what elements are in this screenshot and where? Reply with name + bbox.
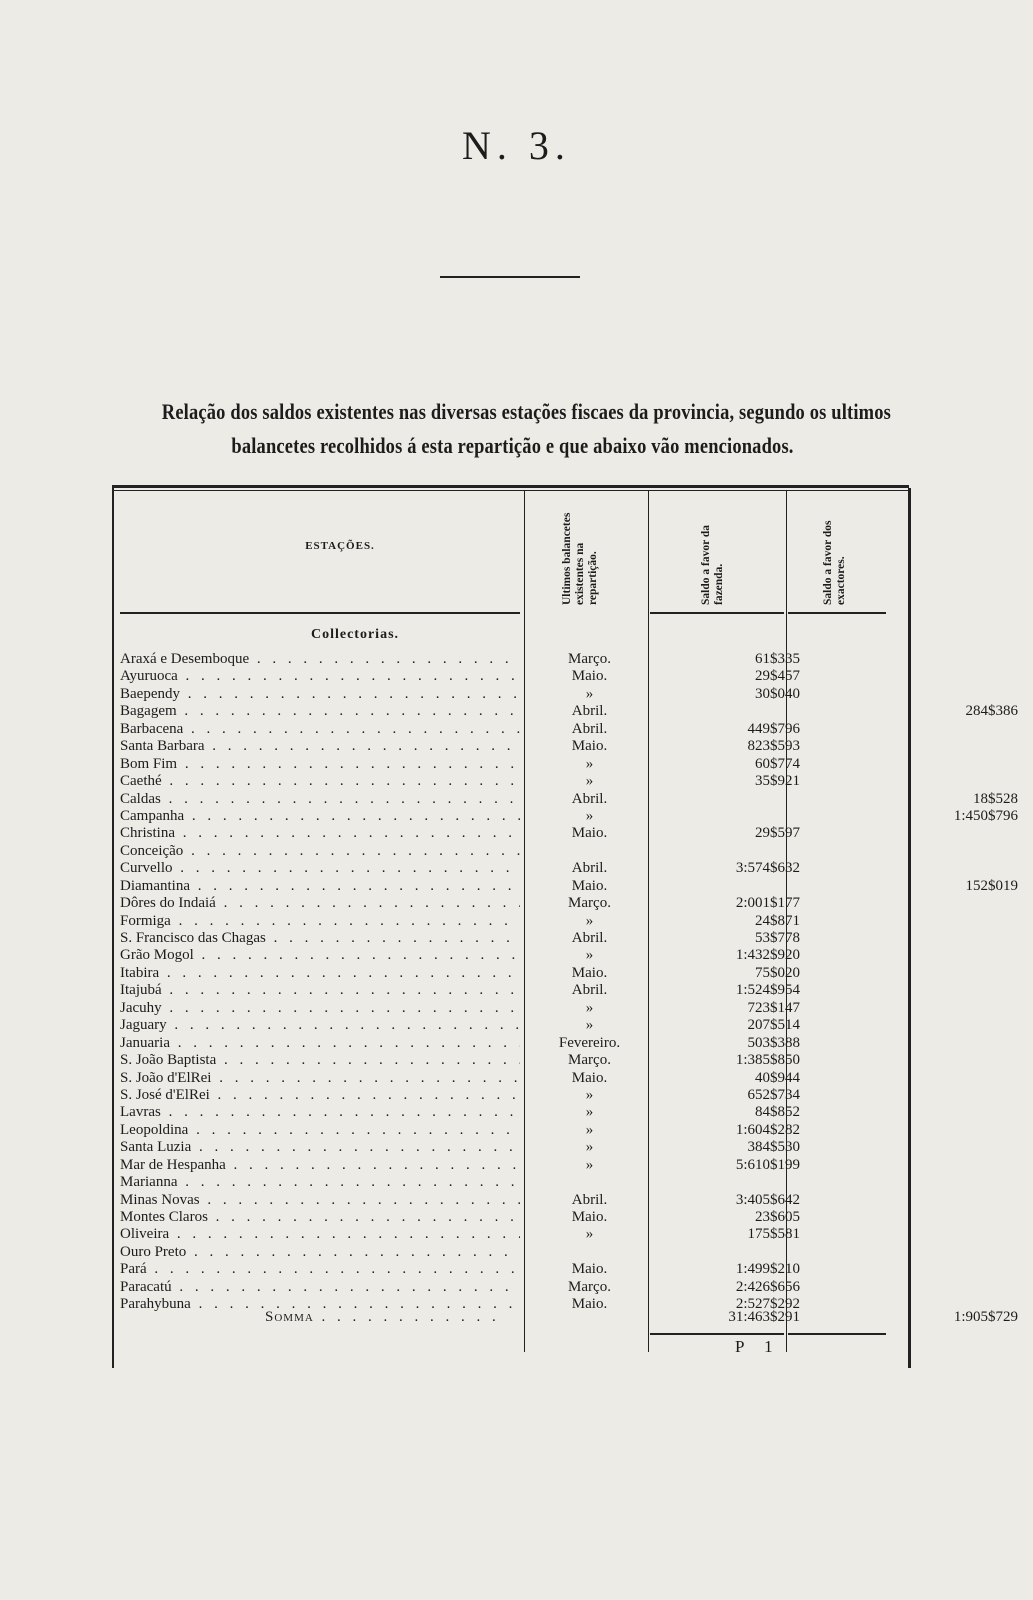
document-title (161, 395, 891, 463)
station-name: Oliveira . . . (120, 1226, 520, 1243)
table-row (120, 1244, 900, 1261)
station-name: Araxá e Desemboque . . . (120, 651, 520, 668)
table-row (120, 947, 900, 964)
table-row (120, 1052, 900, 1069)
station-name: Leopoldina . . . (120, 1122, 520, 1139)
table-row (120, 1070, 900, 1087)
station-name: Caethé . . . (120, 773, 520, 790)
balance-month: » (585, 947, 594, 964)
balance-month: Abril. (571, 720, 608, 737)
saldo-fazenda: 723$147 (747, 999, 800, 1016)
table-row (120, 825, 900, 842)
station-name: Ayuruoca . . . (120, 668, 520, 685)
balance-month: » (585, 1226, 594, 1243)
station-name: Formiga . . . (120, 913, 520, 930)
station-name: Curvello . . . (120, 860, 520, 877)
balance-month: Maio. (571, 1209, 608, 1225)
table-row (120, 1035, 900, 1052)
table-row (120, 703, 1018, 720)
saldo-fazenda: 35$921 (755, 773, 800, 790)
saldo-fazenda: 2:426$656 (735, 1278, 800, 1295)
saldo-fazenda: 24$871 (755, 912, 800, 929)
saldo-fazenda: 40$944 (755, 1069, 800, 1086)
saldo-fazenda: 5:610$199 (735, 1156, 800, 1173)
station-name: Santa Luzia . . . (120, 1139, 520, 1156)
station-name: Ouro Preto . . . (120, 1244, 520, 1261)
station-name: Caldas . . . (120, 791, 520, 808)
table-row (120, 686, 900, 703)
section-heading: Collectorias. (310, 627, 400, 642)
table-row (120, 756, 900, 773)
station-name: Jacuhy . . . (120, 1000, 520, 1017)
saldo-fazenda: 1:604$282 (735, 1121, 800, 1138)
station-name: S. Francisco das Chagas . . . (120, 930, 520, 947)
station-name: Grão Mogol . . . (120, 947, 520, 964)
saldo-fazenda: 1:499$210 (735, 1261, 800, 1278)
balance-month: » (585, 685, 594, 702)
table-row (120, 807, 1018, 825)
table-row (120, 1087, 900, 1104)
balance-month: Abril. (571, 982, 608, 999)
sum-fazenda: 31:463$291 (728, 1309, 800, 1325)
saldo-fazenda: 61$335 (755, 651, 800, 667)
header-saldo-fazenda: Saldo a favor da fazenda. (700, 525, 725, 605)
balance-month: Maio. (571, 825, 608, 842)
balance-month: » (585, 1104, 594, 1121)
page-number: N. 3. (462, 123, 571, 168)
saldo-fazenda: 384$530 (747, 1139, 800, 1156)
balance-month: Março. (568, 1052, 611, 1069)
saldo-fazenda: 207$514 (747, 1017, 800, 1034)
balance-month: Março. (568, 1278, 611, 1295)
station-name: Parahybuna . . . (120, 1296, 520, 1313)
balance-month: Maio. (571, 964, 608, 981)
balance-month: Maio. (571, 1069, 608, 1086)
balance-month: » (585, 755, 594, 772)
sum-rule-exactores (788, 1333, 886, 1335)
station-name: S. José d'ElRei . . . (120, 1087, 520, 1104)
balance-month: Abril. (571, 860, 608, 877)
station-name: Minas Novas . . . (120, 1192, 520, 1209)
balance-month: » (585, 807, 594, 824)
saldo-fazenda: 29$457 (755, 668, 800, 685)
balance-month: Maio. (571, 738, 608, 755)
balance-month: Abril. (571, 930, 608, 946)
station-name: Mar de Hespanha . . . (120, 1157, 520, 1174)
balance-month: Maio. (571, 668, 608, 685)
station-name: Dôres do Indaiá . . . (120, 895, 520, 912)
saldo-fazenda: 53$778 (755, 930, 800, 946)
balance-month: Março. (568, 895, 611, 912)
balance-month: Maio. (571, 1261, 608, 1278)
station-name: Barbacena . . . (120, 721, 520, 738)
station-name: Bom Fim . . . (120, 756, 520, 773)
saldo-fazenda: 29$597 (755, 825, 800, 842)
station-name: S. João d'ElRei . . . (120, 1070, 520, 1087)
table-row (120, 860, 900, 877)
sum-label: Somma . . . (265, 1309, 500, 1326)
balance-month: » (585, 912, 594, 929)
sum-rule-fazenda (650, 1333, 784, 1335)
station-name: Itabira . . . (120, 965, 520, 982)
balance-month: Março. (568, 651, 611, 667)
balance-month: Abril. (571, 790, 608, 807)
table-row (120, 895, 900, 912)
table-row (120, 1174, 900, 1191)
saldo-exactores: 18$528 (973, 790, 1018, 807)
table-row (120, 877, 1018, 895)
printer-signature: P 1 (735, 1337, 781, 1356)
table-row (120, 1122, 900, 1139)
title-line-2: balancetes recolhidos á esta repartição e que abaixo vão mencionados. (231, 433, 794, 458)
station-name: Campanha . . . (120, 808, 520, 825)
table-row (120, 668, 900, 685)
station-name: Lavras . . . (120, 1104, 520, 1121)
station-name: Pará . . . (120, 1261, 520, 1278)
saldo-fazenda: 1:385$850 (735, 1052, 800, 1069)
saldo-fazenda: 75$020 (755, 964, 800, 981)
sum-exactores: 1:905$729 (953, 1309, 1018, 1325)
station-name: Christina . . . (120, 825, 520, 842)
table-row (120, 930, 900, 947)
station-name: Paracatú . . . (120, 1279, 520, 1296)
saldo-fazenda: 3:405$642 (735, 1191, 800, 1208)
station-name: Santa Barbara . . . (120, 738, 520, 755)
balance-month: » (585, 1121, 594, 1138)
balance-month: Maio. (571, 1296, 608, 1313)
saldo-fazenda: 84$852 (755, 1104, 800, 1121)
title-line-1: Relação dos saldos existentes nas diversas estações fiscaes da provincia, segundo os ultimos (161, 399, 891, 424)
table-row (120, 913, 900, 930)
station-name: Conceição . . . (120, 843, 520, 860)
balance-month: » (585, 999, 594, 1016)
table-row (120, 1000, 900, 1017)
balance-month: Maio. (571, 877, 608, 894)
saldo-fazenda: 60$774 (755, 755, 800, 772)
saldo-exactores: 284$386 (965, 703, 1018, 720)
saldo-fazenda: 30$040 (755, 685, 800, 702)
saldo-fazenda: 175$581 (747, 1226, 800, 1243)
balance-month: » (585, 1139, 594, 1156)
header-rule-fazenda (650, 612, 784, 614)
station-name: Baependy . . . (120, 686, 520, 703)
saldo-fazenda: 823$593 (747, 738, 800, 755)
table-row (120, 1209, 900, 1226)
station-name: Januaria . . . (120, 1035, 520, 1052)
header-station: ESTAÇÕES. (305, 540, 375, 552)
saldo-fazenda: 2:001$177 (735, 895, 800, 912)
balance-month: » (585, 1017, 594, 1034)
header-last-balances: Ultimos balancetes existentes na repartição. (561, 512, 599, 605)
balance-month: » (585, 1086, 594, 1103)
table-row (120, 1157, 900, 1174)
header-rule-station (120, 612, 520, 614)
table-row (120, 1139, 900, 1156)
table-row (120, 738, 900, 755)
saldo-fazenda: 1:432$920 (735, 947, 800, 964)
station-name: Bagagem . . . (120, 703, 520, 720)
table-row (120, 1226, 900, 1243)
header-rule-exactores (788, 612, 886, 614)
saldo-fazenda: 1:524$954 (735, 982, 800, 999)
table-row (120, 1261, 900, 1278)
station-name: S. João Baptista . . . (120, 1052, 520, 1069)
header-saldo-exactores: Saldo a favor dos exactores. (822, 520, 847, 605)
saldo-fazenda: 23$605 (755, 1209, 800, 1225)
saldo-fazenda: 3:574$632 (735, 860, 800, 877)
saldo-fazenda: 449$796 (747, 720, 800, 737)
table-row (120, 965, 900, 982)
saldo-fazenda: 2:527$292 (735, 1296, 800, 1313)
table-row (120, 1017, 900, 1034)
table-row (120, 982, 900, 999)
saldo-exactores: 152$019 (965, 877, 1018, 894)
balance-month: Fevereiro. (558, 1034, 621, 1051)
station-name: Marianna . . . (120, 1174, 520, 1191)
station-name: Jaguary . . . (120, 1017, 520, 1034)
saldo-fazenda: 652$734 (747, 1086, 800, 1103)
table-row (120, 790, 1018, 808)
table-row (120, 1192, 900, 1209)
station-name: Diamantina . . . (120, 878, 520, 895)
table-row (120, 1104, 900, 1121)
balance-month: » (585, 1156, 594, 1173)
saldo-fazenda: 503$388 (747, 1034, 800, 1051)
saldo-exactores: 1:450$796 (953, 807, 1018, 824)
table-row (120, 721, 900, 738)
table-row (120, 651, 900, 668)
balance-month: Abril. (571, 1191, 608, 1208)
table-row (120, 1279, 900, 1296)
table-body (120, 651, 1018, 1314)
table-row (120, 843, 900, 860)
station-name: Montes Claros . . . (120, 1209, 520, 1226)
station-name: Itajubá . . . (120, 982, 520, 999)
title-rule (440, 276, 580, 278)
table-row (120, 773, 900, 790)
balance-month: » (585, 773, 594, 790)
balance-month: Abril. (571, 703, 608, 720)
